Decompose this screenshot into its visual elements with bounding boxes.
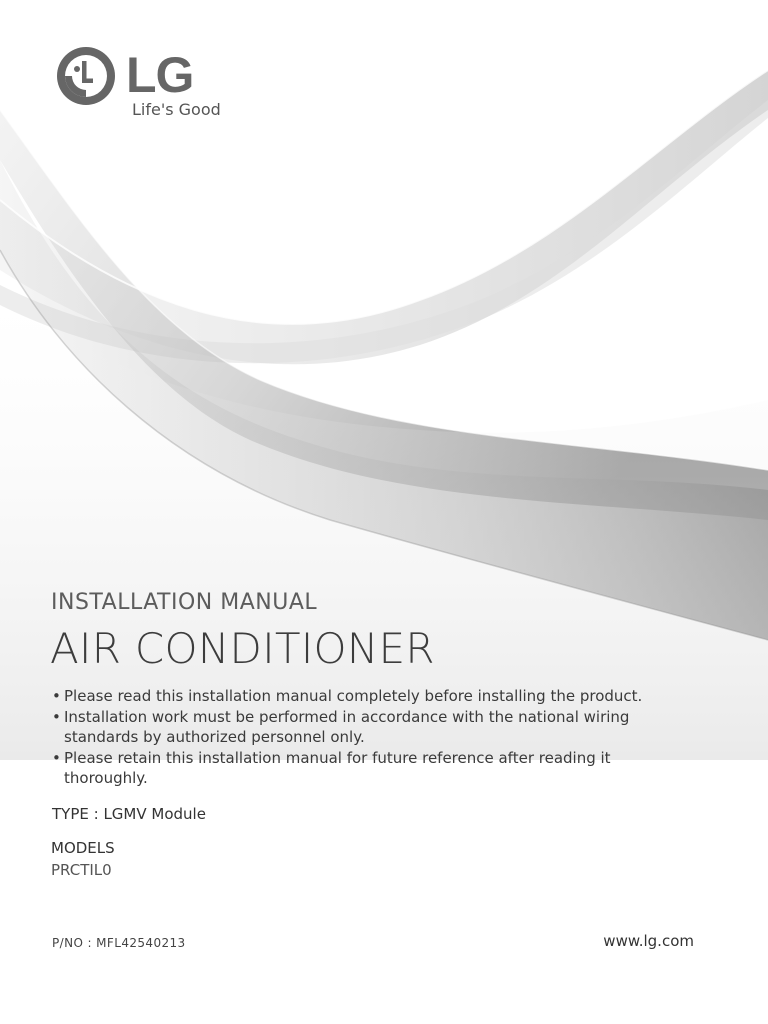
cover-note-text: Please read this installation manual completely before installing the product. <box>64 687 643 705</box>
lg-logo <box>56 46 246 126</box>
model-number: PRCTIL0 <box>51 861 112 879</box>
cover-note-text: Installation work must be performed in accordance with the national wiring standards by authorized personnel only. <box>64 707 630 746</box>
product-type: TYPE : LGMV Module <box>52 805 206 823</box>
cover-note <box>52 686 692 707</box>
document-title: AIR CONDITIONER <box>50 624 435 673</box>
bullet-icon: • <box>52 687 61 705</box>
document-kind: INSTALLATION MANUAL <box>51 590 318 615</box>
cover-notes-list <box>52 686 692 789</box>
cover-note-text: Please retain this installation manual for future reference after reading it thoroughly. <box>64 748 611 787</box>
cover-note <box>52 748 692 789</box>
website-link[interactable]: www.lg.com <box>603 932 694 950</box>
bullet-icon: • <box>52 748 61 767</box>
brand-slogan: Life's Good <box>132 100 221 119</box>
cover-note <box>52 707 692 748</box>
models-label: MODELS <box>51 839 115 857</box>
part-number: P/NO : MFL42540213 <box>52 936 186 950</box>
lg-face-logo-icon <box>56 46 116 106</box>
brand-name: LG <box>126 47 194 103</box>
bullet-icon: • <box>52 707 61 726</box>
